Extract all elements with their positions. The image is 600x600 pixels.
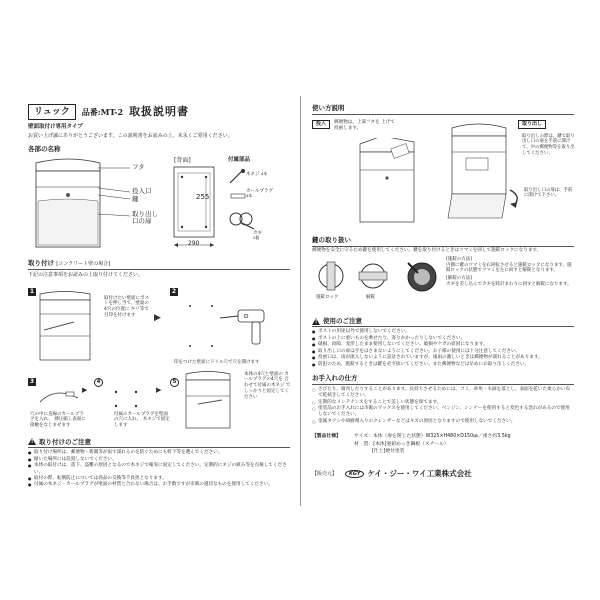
care-heading: お手入れの仕方 — [312, 374, 574, 385]
install-heading-title: 取り付け — [28, 259, 54, 268]
key-icon — [228, 209, 264, 231]
label-door-line1: 取り出し — [132, 210, 158, 219]
step-5-illustration — [178, 370, 240, 432]
step-1-number: 1 — [29, 287, 35, 295]
list-item: ● ポストの上に重いものを乗せたり、寄りかかったりしないでください。 — [312, 336, 574, 342]
company-logo: KGY — [345, 470, 364, 479]
accessory-screw-qty: 4本 — [260, 171, 268, 177]
step-4-illustration — [106, 386, 146, 412]
product-spec — [312, 433, 574, 455]
label-slot: 投入口 — [132, 187, 152, 196]
accessory-screw — [246, 171, 267, 178]
list-item: ● 投函口は、雨が流入しないように設計されていますが、風雨の激しいときは郵便物が濡れることがあります。 — [312, 355, 574, 361]
step-5-number: 5 — [170, 378, 179, 387]
seller-label: 【販売元】 — [312, 470, 338, 477]
parts-diagram — [28, 157, 290, 253]
unlock-method-heading: [解錠の方法] — [446, 276, 473, 282]
label-door-line2: 口の扉 — [132, 217, 152, 226]
parts-heading: 各部の名称 — [28, 145, 61, 154]
list-item: ● 防犯のため、施錠するときは鍵を必ず抜いてください。また郵便物などは早めにお取り出しください。 — [312, 362, 574, 368]
retrieve-tag: 取り出し — [518, 120, 546, 129]
accessories-heading: 付属部品 — [228, 157, 251, 164]
arrow-right-icon: ▶ — [154, 312, 161, 323]
use-caution-list — [312, 329, 574, 368]
list-item: ● 破損、故障、変形したまま使用しないでください。破損やケガの原因になります。 — [312, 342, 574, 348]
left-column — [28, 90, 290, 489]
label-key: 鍵 — [132, 195, 139, 204]
list-item: ● 取付の際、転倒防止については商品の交換等不負担となります。 — [28, 476, 290, 482]
spec-material-finish: 焼付塗装 — [385, 448, 405, 454]
list-item: ● 本体の取付けは、落下、盗難の原因となるので木ネジで確実に固定してください。定期的にネジの緩み等を点検してください。 — [28, 463, 290, 476]
retrieve-text-1: 取り出しの際は、鍵で取り出し口の扉を手前に開けて、中の郵便物等を取り出してください。 — [522, 133, 575, 156]
lock-method-text: 内側に鍵のツマミを右回転させると施錠ロックになります。施錠ロックの状態でツマミを左に回すと解錠となります。 — [446, 262, 572, 274]
list-item: ○ 金属タワシや研磨剤入りのクレンザーなどはキズの原因となりますので使用しないでください。 — [312, 419, 574, 425]
step-4-number: 4 — [94, 378, 103, 387]
spec-material-body: 亜鉛めっき鋼板（スチール） — [386, 441, 449, 447]
intro-text: お買い上げ誠にありがとうございます。この説明書をお読みの上、末永くご愛用ください。 — [28, 132, 233, 139]
list-item: ○ 塗装品のお手入れには市販のワックスを使用してください。ベンジン、シンナーを使用すると変色する恐れがあるので使用しないでください。 — [312, 406, 574, 419]
unlock-knob-icon — [356, 259, 390, 293]
title-row — [28, 104, 290, 120]
curved-arrow-icon — [508, 188, 524, 208]
mailbox-front-illustration — [28, 157, 108, 251]
right-column — [312, 90, 574, 479]
arrow-right-icon: ▶ — [82, 385, 88, 394]
label-door — [132, 211, 158, 225]
lock-method-heading: [施錠の方法] — [446, 256, 473, 262]
install-lead: 下記の注意事項をお読みの上取り付けてください。 — [28, 271, 144, 278]
callout-lines — [98, 166, 132, 226]
list-item: ● 取り付け場所は、郵便物・新聞等が雨で濡れるのを防ぐためにも軒下等を選んでください。 — [28, 450, 290, 456]
retrieve-text-2: 取り出し口の扉は、手前に開けて下さい。 — [524, 187, 573, 199]
screw-icon — [228, 169, 248, 185]
list-item: ● 傾いた場所には設置しないでください。 — [28, 457, 290, 463]
accessory-plug-qty: 4本 — [246, 193, 253, 199]
install-steps — [28, 282, 290, 432]
lock-method — [446, 257, 574, 288]
install-caution-title: 取り付けのご注意 — [39, 437, 91, 446]
spec-material-finish-key: [仕上] — [372, 448, 386, 454]
list-item: ● 付属の木ネジ・カールプラグが壁面の材質と合わない場合は、お手数ですが市販の適切なものを使用してください。 — [28, 482, 290, 488]
list-item: ● 取り出し口の扉は手をはさまないようにしてください。お子様の使用には十分注意してください。 — [312, 349, 574, 355]
spec-label: 【製品仕様】 — [312, 434, 341, 440]
lock-diagram — [312, 257, 574, 311]
list-item: ○ 定期的なメンテナンスをすることで美しい状態を保てます。 — [312, 400, 574, 406]
step-2-number: 2 — [171, 287, 177, 295]
spec-material-key: 材 質： — [354, 441, 374, 447]
step-4-text: 付属のカールプラグを壁面の穴に入れ、 木ネジで固定します — [114, 411, 170, 429]
retrieve-illustration — [446, 122, 516, 226]
install-caution-heading — [28, 438, 290, 449]
use-caution-title: 使用のご注意 — [323, 316, 362, 325]
model-number: 品番:MT-2 — [81, 106, 124, 117]
step-3-number: 3 — [29, 377, 35, 385]
accessory-screw-name: 木ネジ — [246, 172, 260, 178]
lock-knob-icon — [314, 259, 348, 293]
spec-size-row — [312, 433, 574, 440]
step-5-text: 本体の4穴と壁面の カールプラグの4穴を 合わせて付属の木ネジ でしっかりと固定してください — [244, 371, 291, 400]
accessory-plug — [246, 189, 273, 199]
spec-size: 本体（扉を閉じた状態）W325×H480×D150㎜／重さ約3.5kg — [372, 434, 511, 440]
seller-name-block — [345, 469, 472, 479]
install-caution-list — [28, 450, 290, 489]
back-label: [背面] — [174, 157, 191, 165]
accessory-plug-name: カールプラグ — [246, 189, 273, 195]
list-item: ○ さびたり、腐食したりすることがあります。長持ちさせるためには、ゴミ、砂埃・水滴を落とし、表面を乾いた柔らかい布で乾拭きしてください。 — [312, 387, 574, 400]
dimension-width: 290 — [188, 240, 200, 248]
brand-name: リュック — [28, 104, 76, 120]
insert-illustration — [352, 138, 432, 228]
accessory-key-name: カギ — [253, 231, 262, 237]
lock-label: 施錠ロック — [316, 294, 339, 300]
care-list — [312, 387, 574, 426]
accessory-key-qty: 2個 — [253, 235, 260, 241]
column-divider — [300, 96, 301, 506]
step-1-text: 取付けたい壁面にポストを押し当て、壁面の4穴の位置に キリ等で目印を付けます — [104, 295, 149, 319]
dimension-height: 255 — [196, 193, 210, 202]
lock-heading: 鍵の取り扱い — [312, 236, 574, 247]
step-2-text: 印をつけた壁面にドリル穴で穴を開けます — [174, 359, 260, 365]
unlock-label: 解錠 — [366, 294, 375, 300]
lock-lead: 郵便物を安全に守るため鍵を使用してください。鍵を取り付けるときはツマミを回して施錠ロックになります。 — [312, 247, 542, 253]
unlock-method-text: カギを差し込んでカギを時計まわりに回すと解錠になります。 — [446, 282, 572, 288]
usage-heading: 使い方説明 — [312, 104, 574, 115]
company-name: ケイ・ジー・ワイ工業株式会社 — [367, 468, 472, 478]
step-3-illustration — [38, 386, 82, 408]
insert-tag: 投入 — [312, 120, 330, 129]
install-heading — [28, 259, 290, 270]
spec-finish-row — [312, 448, 574, 455]
spec-material-row — [312, 441, 574, 448]
key-in-lock-icon — [404, 257, 440, 297]
usage-diagram — [312, 118, 574, 230]
document-title: 取扱説明書 — [129, 104, 190, 118]
use-caution-heading — [312, 317, 574, 328]
arrow-right-icon: ▶ — [156, 385, 162, 394]
insert-text: 郵便物は、上部フタを 上げて投函します。 — [334, 119, 395, 131]
spec-material-body-key: [本体] — [373, 441, 387, 447]
drill-illustration — [182, 296, 292, 358]
warning-icon — [28, 438, 36, 445]
step-1-illustration — [34, 290, 102, 364]
install-heading-sub: [コンクリート壁の場合] — [56, 261, 111, 268]
seller — [312, 469, 574, 479]
mount-type: 壁面取付け専用タイプ — [28, 124, 83, 131]
spec-size-key: サイズ： — [354, 434, 373, 440]
warning-icon — [312, 318, 320, 325]
list-item: ● ポストの用途以外で使用しないでください。 — [312, 329, 574, 335]
label-lid: フタ — [132, 163, 145, 172]
accessory-key — [253, 231, 262, 241]
step-3-text: 穴の中に直線のカールプラグを入れ、 挿圧縮し表面に接触をなじませます — [30, 411, 86, 429]
